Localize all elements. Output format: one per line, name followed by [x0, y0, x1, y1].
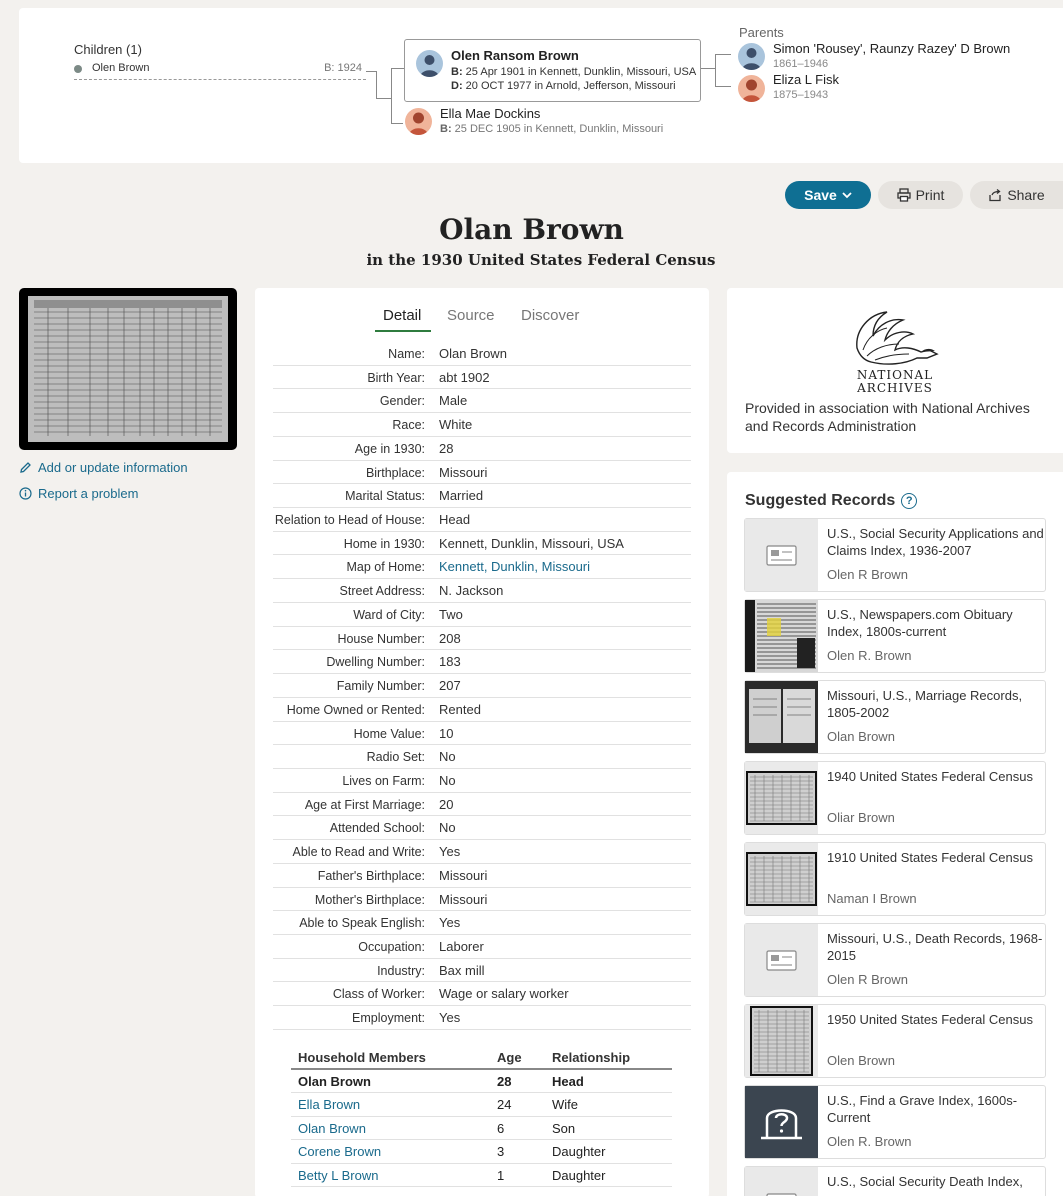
fact-value: Missouri: [439, 891, 488, 907]
page-subtitle: in the 1930 United States Federal Census: [366, 251, 716, 269]
suggested-record-card[interactable]: [744, 923, 1046, 997]
focus-person-name: Olen Ransom Brown: [451, 48, 579, 63]
fact-row: [273, 555, 691, 579]
suggested-records-panel: [727, 472, 1063, 1196]
fact-value: Kennett, Dunklin, Missouri, USA: [439, 535, 624, 551]
id-card-icon: [745, 1167, 818, 1196]
household-member-age: 3: [497, 1144, 505, 1160]
fact-label: Able to Speak English:: [299, 916, 425, 931]
household-member-relationship: Daughter: [552, 1167, 606, 1183]
suggested-record-card[interactable]: [744, 1166, 1046, 1196]
household-header-row: [291, 1048, 672, 1070]
grave-question-icon: [745, 1086, 818, 1158]
fact-value: Olan Brown: [439, 346, 507, 361]
household-row: [291, 1093, 672, 1116]
fact-value-link[interactable]: Kennett, Dunklin, Missouri: [439, 559, 591, 575]
fact-value: Rented: [439, 701, 481, 717]
connector-line: [391, 68, 404, 69]
id-card-icon: [745, 924, 818, 996]
fact-value: 183: [439, 654, 461, 670]
suggested-record-person: Olen R Brown: [827, 972, 908, 987]
suggested-record-title: 1940 United States Federal Census: [827, 769, 1033, 784]
fact-label: Home Value:: [353, 726, 425, 741]
mother-name[interactable]: Eliza L Fisk: [773, 72, 839, 87]
family-tree-panel: [19, 8, 1063, 163]
census-thumbnail: [745, 762, 818, 834]
fact-label: Mother's Birthplace:: [314, 892, 425, 907]
fact-row: [273, 982, 691, 1006]
fact-label: Name:: [388, 347, 425, 361]
fact-label: House Number:: [337, 631, 425, 646]
fact-row: [273, 627, 691, 651]
print-button[interactable]: [878, 181, 963, 209]
fact-row: [273, 935, 691, 959]
fact-row: [273, 793, 691, 817]
fact-label: Birthplace:: [365, 465, 425, 480]
focus-person-birth: B: 25 Apr 1901 in Kennett, Dunklin, Missouri, USA: [451, 66, 697, 78]
suggested-records-title: [745, 492, 917, 510]
fact-label: Home Owned or Rented:: [286, 702, 425, 717]
help-icon[interactable]: ?: [901, 493, 917, 509]
tab-active-indicator: [375, 330, 431, 332]
document-thumbnail: [745, 681, 818, 753]
fact-label: Class of Worker:: [332, 987, 425, 1002]
household-header-age: Age: [497, 1050, 522, 1065]
fact-value: 207: [439, 678, 461, 694]
fact-label: Occupation:: [358, 939, 425, 954]
child-name: Olen Brown: [92, 62, 150, 74]
spouse-birth: B: 25 DEC 1905 in Kennett, Dunklin, Missouri: [440, 123, 664, 135]
fact-label: Attended School:: [329, 821, 425, 836]
chevron-down-icon: [842, 191, 852, 199]
fact-row: [273, 816, 691, 840]
household-member-age: 1: [497, 1167, 505, 1183]
fact-row: [273, 342, 691, 366]
suggested-records-title-text: Suggested Records: [745, 492, 896, 509]
suggested-record-title: Missouri, U.S., Marriage Records, 1805-2002: [827, 688, 1023, 720]
fact-row: [273, 698, 691, 722]
fact-row: [273, 769, 691, 793]
share-label: Share: [1007, 187, 1045, 203]
household-row: [291, 1117, 672, 1140]
suggested-record-person: Olen R Brown: [827, 567, 908, 582]
suggested-record-title: U.S., Newspapers.com Obituary Index, 1800s-current: [827, 607, 1013, 639]
fact-label: Age at First Marriage:: [304, 797, 425, 812]
fact-value: 10: [439, 725, 454, 741]
archives-logo-line2: ARCHIVES: [857, 381, 933, 395]
focus-person-death: D: 20 OCT 1977 in Arnold, Jefferson, Missouri: [451, 80, 676, 92]
household-member-name[interactable]: Betty L Brown: [298, 1167, 379, 1183]
household-member-age: 24: [497, 1097, 512, 1113]
fact-value: N. Jackson: [439, 583, 504, 599]
suggested-record-person: Olen R. Brown: [827, 1134, 912, 1149]
print-label: Print: [915, 187, 945, 203]
suggested-record-title: 1910 United States Federal Census: [827, 850, 1033, 865]
fact-label: Race:: [392, 418, 425, 433]
fact-label: Gender:: [379, 394, 425, 409]
record-image-thumbnail[interactable]: [19, 288, 237, 450]
archives-attribution: Provided in association with National Archives and Records Administration: [745, 400, 1030, 434]
fact-row: [273, 911, 691, 935]
suggested-record-card[interactable]: [744, 518, 1046, 592]
fact-value: 28: [439, 440, 454, 456]
fact-value: Yes: [439, 844, 461, 860]
mother-years: 1875–1943: [773, 89, 829, 101]
household-member-name[interactable]: Olan Brown: [298, 1120, 366, 1136]
household-member-age: 6: [497, 1120, 505, 1136]
household-member-relationship: Son: [552, 1120, 576, 1136]
connector-line: [715, 54, 731, 55]
spouse-name[interactable]: Ella Mae Dockins: [440, 106, 541, 121]
fact-value: White: [439, 417, 473, 433]
tab-detail[interactable]: Detail: [383, 307, 422, 324]
newspaper-thumbnail: [745, 600, 818, 672]
suggested-record-title: Missouri, U.S., Death Records, 1968-2015: [827, 931, 1043, 963]
fact-value: Laborer: [439, 938, 484, 954]
fact-row: [273, 864, 691, 888]
connector-line: [376, 71, 377, 98]
children-label: Children (1): [74, 42, 142, 57]
fact-label: Lives on Farm:: [342, 773, 425, 788]
census-thumbnail: [745, 843, 818, 915]
facts-list: [273, 342, 691, 1030]
fact-row: [273, 650, 691, 674]
detail-panel: [255, 288, 709, 1196]
fact-row: [273, 959, 691, 983]
suggested-record-title: 1950 United States Federal Census: [827, 1012, 1033, 1027]
household-member-name[interactable]: Ella Brown: [298, 1097, 361, 1113]
connector-line: [376, 98, 391, 99]
household-member-age: 28: [497, 1074, 512, 1089]
household-member-relationship: Head: [552, 1074, 584, 1089]
fact-value: abt 1902: [439, 369, 490, 385]
person-avatar-female-icon[interactable]: [405, 108, 432, 135]
id-card-icon: [745, 519, 818, 591]
suggested-record-card[interactable]: [744, 1004, 1046, 1078]
child-birth: B: 1924: [324, 62, 362, 74]
add-update-info-label: Add or update information: [38, 460, 188, 475]
fact-value: Missouri: [439, 464, 488, 480]
focus-person-card[interactable]: [404, 39, 701, 102]
fact-row: [273, 888, 691, 912]
fact-row: [273, 532, 691, 556]
fact-row: [273, 389, 691, 413]
suggested-record-person: Oliar Brown: [827, 810, 895, 825]
suggested-record-title: U.S., Social Security Applications and Claims Index, 1936-2007: [827, 526, 1044, 558]
household-member-relationship: Daughter: [552, 1144, 606, 1160]
save-button[interactable]: [785, 181, 871, 209]
suggested-record-card[interactable]: [744, 761, 1046, 835]
fact-row: [273, 579, 691, 603]
household-row: [291, 1140, 672, 1163]
tab-discover[interactable]: Discover: [521, 307, 580, 324]
suggested-record-card[interactable]: [744, 680, 1046, 754]
fact-row: [273, 745, 691, 769]
person-avatar-male-icon[interactable]: [738, 43, 765, 70]
fact-value: Male: [439, 393, 468, 409]
fact-label: Birth Year:: [367, 370, 425, 385]
info-icon: [19, 487, 32, 500]
census-thumbnail: [745, 1005, 818, 1077]
eagle-logo-icon: [847, 308, 943, 374]
connector-line: [391, 123, 403, 124]
fact-label: Map of Home:: [346, 560, 425, 575]
household-member-name: Olan Brown: [298, 1074, 371, 1089]
parents-label: Parents: [739, 25, 784, 40]
fact-label: Able to Read and Write:: [292, 845, 425, 860]
fact-value: Head: [439, 512, 471, 528]
fact-label: Relation to Head of House:: [274, 513, 425, 528]
household-rows: [291, 1070, 672, 1187]
fact-row: [273, 437, 691, 461]
household-member-name[interactable]: Corene Brown: [298, 1144, 382, 1160]
person-avatar-female-icon[interactable]: [738, 75, 765, 102]
fact-value: Bax mill: [439, 962, 485, 978]
fact-label: Father's Birthplace:: [317, 868, 425, 883]
father-name[interactable]: Simon 'Rousey', Raunzy Razey' D Brown: [773, 41, 1011, 56]
fact-row: [273, 461, 691, 485]
fact-value: No: [439, 820, 456, 836]
household-row: [291, 1070, 672, 1093]
page-title: Olan Brown: [439, 213, 624, 246]
fact-label: Radio Set:: [366, 750, 425, 765]
fact-row: [273, 603, 691, 627]
add-update-info-link[interactable]: [19, 460, 188, 475]
report-problem-link[interactable]: [19, 486, 138, 501]
archives-panel: [727, 288, 1063, 453]
fact-label: Family Number:: [336, 679, 425, 694]
household-header-members: Household Members: [298, 1050, 426, 1065]
suggested-record-person: Olen Brown: [827, 1053, 895, 1068]
father-years: 1861–1946: [773, 58, 829, 70]
fact-value: Two: [439, 606, 463, 622]
fact-row: [273, 413, 691, 437]
connector-line: [366, 71, 376, 72]
fact-value: Married: [439, 488, 484, 504]
tab-source[interactable]: Source: [447, 307, 495, 324]
fact-label: Street Address:: [339, 584, 425, 599]
report-problem-label: Report a problem: [38, 486, 139, 501]
share-button[interactable]: [970, 181, 1063, 209]
fact-row: [273, 722, 691, 746]
save-label: Save: [804, 187, 837, 203]
fact-label: Age in 1930:: [354, 441, 425, 456]
child-item[interactable]: [74, 62, 366, 80]
connector-line: [391, 68, 392, 123]
pencil-icon: [19, 461, 32, 474]
fact-value: Wage or salary worker: [439, 986, 569, 1002]
suggested-record-card[interactable]: [744, 599, 1046, 673]
person-avatar-male-icon: [416, 50, 443, 77]
child-dot-icon: [74, 65, 82, 73]
household-table: [291, 1048, 672, 1187]
fact-label: Dwelling Number:: [326, 655, 425, 670]
household-header-relationship: Relationship: [552, 1050, 631, 1065]
fact-label: Employment:: [352, 1011, 425, 1026]
fact-label: Marital Status:: [345, 489, 425, 504]
connector-line: [715, 86, 731, 87]
fact-row: [273, 508, 691, 532]
fact-label: Home in 1930:: [343, 536, 425, 551]
fact-value: Yes: [439, 915, 461, 931]
suggested-record-title: U.S., Social Security Death Index,: [827, 1174, 1023, 1189]
suggested-record-person: Olen R. Brown: [827, 648, 912, 663]
fact-value: 20: [439, 796, 454, 812]
suggested-record-card[interactable]: [744, 842, 1046, 916]
fact-row: [273, 674, 691, 698]
fact-row: [273, 484, 691, 508]
fact-value: 208: [439, 630, 461, 646]
fact-value: No: [439, 772, 456, 788]
fact-row: [273, 366, 691, 390]
fact-row: [273, 1006, 691, 1030]
connector-line: [701, 68, 715, 69]
fact-label: Ward of City:: [353, 607, 425, 622]
census-sheet-image: [28, 296, 228, 442]
connector-line: [715, 54, 716, 86]
fact-value: Yes: [439, 1010, 461, 1026]
print-icon: [897, 188, 911, 202]
suggested-record-person: Olan Brown: [827, 729, 895, 744]
fact-value: Missouri: [439, 867, 488, 883]
fact-value: No: [439, 749, 456, 765]
fact-label: Industry:: [377, 963, 425, 978]
fact-row: [273, 840, 691, 864]
share-icon: [988, 188, 1002, 202]
suggested-record-title: U.S., Find a Grave Index, 1600s-Current: [827, 1093, 1018, 1125]
archives-logo-line1: NATIONAL: [856, 368, 934, 382]
suggested-record-person: Naman I Brown: [827, 891, 917, 906]
suggested-record-card[interactable]: [744, 1085, 1046, 1159]
household-member-relationship: Wife: [552, 1097, 578, 1113]
household-row: [291, 1164, 672, 1187]
